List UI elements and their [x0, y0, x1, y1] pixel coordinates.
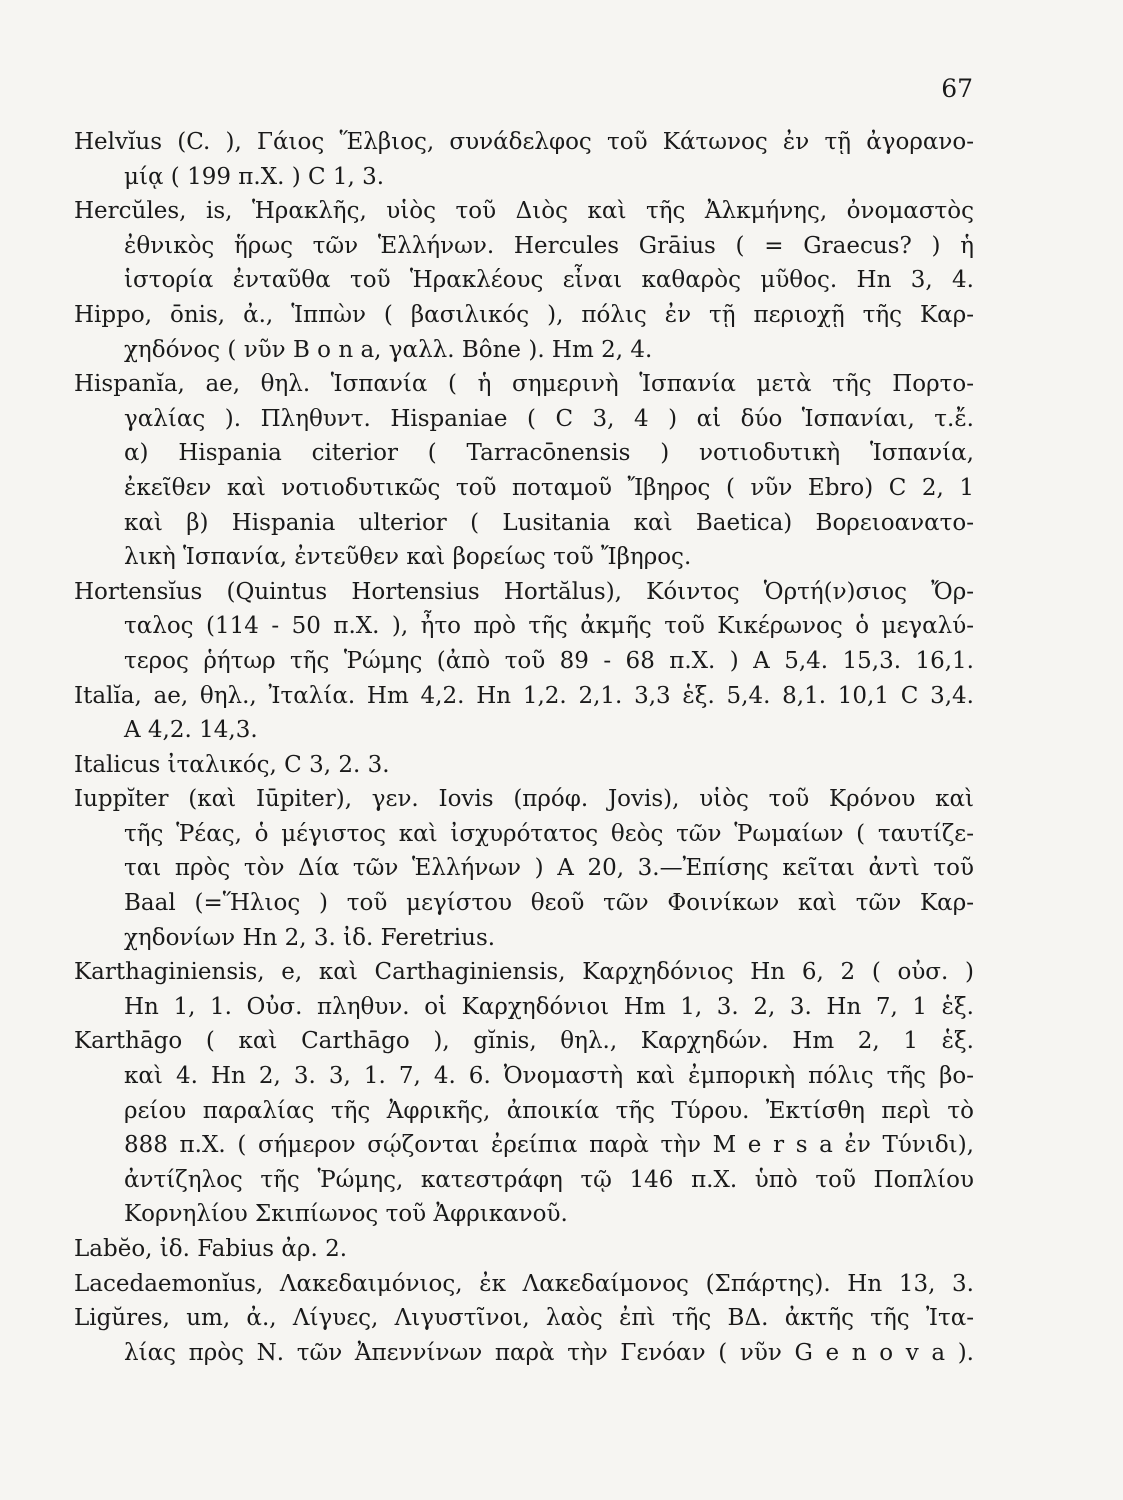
entry-line: Helvĭus (C. ), Γάιος Ἕλβιος, συνάδελφος τοῦ Κάτωνος ἐν τῇ ἀγορανο- [74, 129, 974, 155]
entry-line: Lacedaemonĭus, Λακεδαιμόνιος, ἐκ Λακεδαίμονος (Σπάρτης). Hn 13, 3. [74, 1270, 974, 1297]
entry-line: A 4,2. 14,3. [124, 717, 258, 744]
entry-line: Italĭa, ae, θηλ., Ἰταλία. Hm 4,2. Hn 1,2. 2,1. 3,3 ἑξ. 5,4. 8,1. 10,1 C 3,4. [74, 682, 974, 709]
entry-line: ρείου παραλίας τῆς Ἀφρικῆς, ἀποικία τῆς Τύρου. Ἐκτίσθη περὶ τὸ [124, 1097, 974, 1124]
entry-line: ἱστορία ἐνταῦθα τοῦ Ἡρακλέους εἶναι καθαρὸς μῦθος. Hn 3, 4. [124, 267, 974, 294]
entry-iuppiter [74, 782, 974, 955]
entry-line: Hn 1, 1. Οὐσ. πληθυν. οἱ Καρχηδόνιοι Hm 1, 3. 2, 3. Hn 7, 1 ἑξ. [124, 993, 974, 1020]
entry-helvius [74, 125, 974, 194]
glossary-entries [74, 125, 974, 1370]
entry-line: χηδόνος ( νῦν B o n a, γαλλ. Bône ). Hm 2, 4. [124, 336, 653, 363]
entry-line: Hortensĭus (Quintus Hortensius Hortălus), Κόιντος Ὁρτή(ν)σιος Ὄρ- [74, 578, 974, 605]
entry-hispania [74, 367, 974, 575]
entry-line: καὶ 4. Hn 2, 3. 3, 1. 7, 4. 6. Ὀνομαστὴ καὶ ἐμπορικὴ πόλις τῆς βο- [124, 1063, 974, 1090]
entry-line: Κορνηλίου Σκιπίωνος τοῦ Ἀφρικανοῦ. [124, 1201, 568, 1228]
entry-line: Italicus ἰταλικός, C 3, 2. 3. [74, 751, 390, 778]
entry-line: τερος ῥήτωρ τῆς Ῥώμης (ἀπὸ τοῦ 89 - 68 π.Χ. ) A 5,4. 15,3. 16,1. [124, 647, 974, 674]
entry-line: Ligŭres, um, ἀ., Λίγυες, Λιγυστῖνοι, λαὸς ἐπὶ τῆς ΒΔ. ἀκτῆς τῆς Ἰτα- [74, 1305, 974, 1332]
entry-line: γαλίας ). Πληθυντ. Hispaniae ( C 3, 4 ) αἱ δύο Ἱσπανίαι, τ.ἔ. [124, 405, 974, 432]
entry-line: 888 π.Χ. ( σήμερον σῴζονται ἐρείπια παρὰ τὴν M e r s a ἐν Τύνιδι), [124, 1132, 974, 1159]
entry-hippo [74, 298, 974, 367]
entry-line: καὶ β) Hispania ulterior ( Lusitania καὶ Baetica) Βορειοανατο- [124, 509, 974, 536]
entry-line: Labĕo, ἰδ. Fabius ἀρ. 2. [74, 1236, 348, 1262]
entry-line: Hercŭles, is, Ἡρακλῆς, υἱὸς τοῦ Διὸς καὶ τῆς Ἀλκμήνης, ὀνομαστὸς [74, 198, 974, 225]
entry-line: Hispanĭa, ae, θηλ. Ἱσπανία ( ἡ σημερινὴ Ἱσπανία μετὰ τῆς Πορτο- [74, 371, 974, 398]
entry-line: ταλος (114 - 50 π.Χ. ), ἦτο πρὸ τῆς ἀκμῆς τοῦ Κικέρωνος ὁ μεγαλύ- [124, 613, 974, 640]
entry-hercules [74, 194, 974, 298]
entry-italicus [74, 748, 974, 783]
page-number: 67 [941, 74, 973, 103]
entry-line: Karthāgo ( καὶ Carthāgo ), gĭnis, θηλ., Καρχηδών. Hm 2, 1 ἑξ. [74, 1028, 974, 1055]
entry-line: λίας πρὸς Ν. τῶν Ἀπεννίνων παρὰ τὴν Γενόαν ( νῦν G e n o v a ). [124, 1339, 974, 1366]
entry-line: μίᾳ ( 199 π.Χ. ) C 1, 3. [124, 163, 385, 190]
entry-line: α) Hispania citerior ( Tarracōnensis ) νοτιοδυτικὴ Ἱσπανία, [124, 440, 974, 467]
entry-italia [74, 679, 974, 748]
entry-line: χηδονίων Hn 2, 3. ἰδ. Feretrius. [124, 924, 496, 951]
entry-karthaginiensis [74, 955, 974, 1024]
entry-labeo [74, 1232, 974, 1267]
entry-line: Hippo, ōnis, ἀ., Ἱππὼν ( βασιλικός ), πόλις ἐν τῇ περιοχῇ τῆς Καρ- [74, 301, 974, 328]
entry-line: Iuppĭter (καὶ Iūpiter), γεν. Iovis (πρόφ. Jovis), υἱὸς τοῦ Κρόνου καὶ [74, 786, 974, 813]
entry-line: Baal (=Ἥλιος ) τοῦ μεγίστου θεοῦ τῶν Φοινίκων καὶ τῶν Καρ- [124, 890, 974, 917]
entry-karthago [74, 1024, 974, 1232]
entry-line: ἐκεῖθεν καὶ νοτιοδυτικῶς τοῦ ποταμοῦ Ἴβηρος ( νῦν Ebro) C 2, 1 [124, 474, 974, 501]
entry-line: τῆς Ῥέας, ὁ μέγιστος καὶ ἰσχυρότατος θεὸς τῶν Ῥωμαίων ( ταυτίζε- [124, 820, 974, 847]
entry-line: ται πρὸς τὸν Δία τῶν Ἑλλήνων ) A 20, 3.—Ἐπίσης κεῖται ἀντὶ τοῦ [124, 855, 974, 882]
entry-line: ἐθνικὸς ἥρως τῶν Ἑλλήνων. Hercules Grāius ( = Graecus? ) ἡ [124, 232, 974, 259]
entry-line: Karthaginiensis, e, καὶ Carthaginiensis, Καρχηδόνιος Hn 6, 2 ( οὐσ. ) [74, 959, 974, 986]
entry-ligures [74, 1301, 974, 1370]
entry-lacedaemonius [74, 1267, 974, 1302]
entry-hortensius [74, 575, 974, 679]
entry-line: λικὴ Ἱσπανία, ἐντεῦθεν καὶ βορείως τοῦ Ἴβηρος. [124, 544, 692, 571]
entry-line: ἀντίζηλος τῆς Ῥώμης, κατεστράφη τῷ 146 π.Χ. ὑπὸ τοῦ Ποπλίου [124, 1166, 974, 1193]
